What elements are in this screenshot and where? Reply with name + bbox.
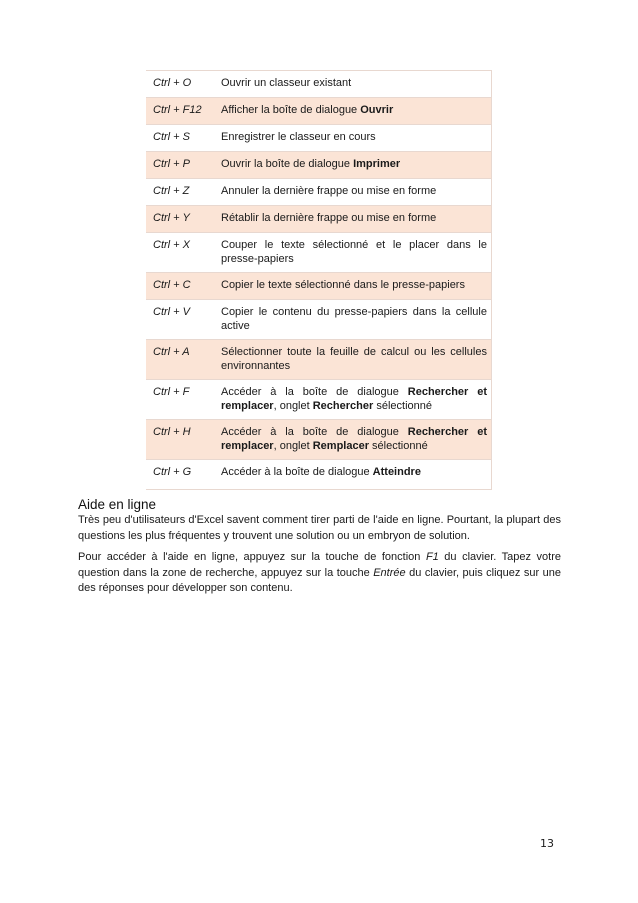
text-run: Ouvrir un classeur existant: [221, 77, 352, 89]
shortcut-row: [146, 380, 492, 420]
shortcut-description: [216, 179, 492, 206]
text-run: Annuler la dernière frappe ou mise en forme: [221, 185, 437, 197]
shortcut-key: Ctrl + F12: [146, 98, 216, 125]
shortcut-description: [216, 152, 492, 179]
text-run: Accéder à la boîte de dialogue: [221, 426, 408, 438]
shortcut-row: [146, 206, 492, 233]
emphasis-text: Rechercher et remplacer: [221, 426, 488, 452]
shortcut-key: Ctrl + Y: [146, 206, 216, 233]
text-run: Afficher la boîte de dialogue: [221, 104, 361, 116]
shortcut-description: [216, 380, 492, 420]
shortcut-description: [216, 71, 492, 98]
shortcut-description: [216, 98, 492, 125]
shortcut-row: [146, 98, 492, 125]
emphasis-text: Ouvrir: [360, 104, 394, 116]
shortcut-description: [216, 273, 492, 300]
shortcut-key: Ctrl + X: [146, 233, 216, 273]
text-run: sélectionné: [373, 400, 432, 412]
text-run: Rétablir la dernière frappe ou mise en forme: [221, 212, 437, 224]
shortcut-description: [216, 233, 492, 273]
shortcut-key: Ctrl + H: [146, 420, 216, 460]
shortcut-row: [146, 179, 492, 206]
text-run: Accéder à la boîte de dialogue: [221, 386, 408, 398]
shortcut-key: Ctrl + V: [146, 300, 216, 340]
shortcut-key: Ctrl + P: [146, 152, 216, 179]
emphasis-text: Imprimer: [353, 158, 401, 170]
shortcut-description: [216, 125, 492, 152]
emphasis-text: Rechercher: [312, 400, 374, 412]
text-run: sélectionné: [369, 440, 428, 452]
shortcut-row: [146, 273, 492, 300]
paragraph-intro: Très peu d'utilisateurs d'Excel savent comment tirer parti de l'aide en ligne. Pourtant, la plupart des questions les plus fréquentes y trouvent une solution ou un embryon de solution.: [78, 514, 561, 542]
shortcut-row: [146, 152, 492, 179]
text-run: Copier le texte sélectionné dans le presse-papiers: [221, 279, 465, 291]
shortcut-description: [216, 300, 492, 340]
shortcut-row: [146, 420, 492, 460]
shortcut-row: [146, 71, 492, 98]
section-title: Aide en ligne: [78, 497, 157, 512]
shortcut-key: Ctrl + A: [146, 340, 216, 380]
shortcut-row: [146, 233, 492, 273]
page-number: 13: [540, 837, 554, 850]
shortcut-key: Ctrl + G: [146, 460, 216, 490]
shortcut-table: [146, 70, 492, 490]
text-run: Copier le contenu du presse-papiers dans la cellule active: [221, 306, 487, 332]
text-run: Pour accéder à l'aide en ligne, appuyez sur la touche de fonction: [78, 551, 426, 563]
text-run: Enregistrer le classeur en cours: [221, 131, 376, 143]
shortcut-description: [216, 340, 492, 380]
shortcut-row: [146, 340, 492, 380]
emphasis-text: Remplacer: [312, 440, 369, 452]
text-run: Ouvrir la boîte de dialogue: [221, 158, 354, 170]
shortcut-row: [146, 125, 492, 152]
shortcut-description: [216, 420, 492, 460]
shortcut-key: Ctrl + Z: [146, 179, 216, 206]
text-run: du clavier. Tapez votre question dans la zone de recherche, appuyez sur la touche: [78, 551, 561, 579]
shortcut-key: Ctrl + F: [146, 380, 216, 420]
shortcut-key: Ctrl + S: [146, 125, 216, 152]
shortcut-description: [216, 206, 492, 233]
text-run: Sélectionner toute la feuille de calcul ou les cellules environnantes: [221, 346, 487, 372]
emphasis-text: Atteindre: [372, 466, 421, 478]
shortcut-key: Ctrl + C: [146, 273, 216, 300]
italic-text: Entrée: [373, 566, 406, 579]
emphasis-text: Rechercher et remplacer: [221, 386, 488, 412]
text-run: du clavier, puis cliquez sur une des réponses pour développer son contenu.: [78, 566, 561, 594]
shortcut-row: [146, 460, 492, 490]
italic-text: F1: [425, 551, 439, 563]
text-run: , onglet: [273, 440, 313, 452]
text-run: Couper le texte sélectionné et le placer dans le presse-papiers: [221, 239, 487, 265]
paragraph-instructions: [78, 550, 561, 597]
shortcut-row: [146, 300, 492, 340]
text-run: Accéder à la boîte de dialogue: [221, 466, 373, 478]
shortcut-key: Ctrl + O: [146, 71, 216, 98]
text-run: , onglet: [273, 400, 313, 412]
shortcut-description: [216, 460, 492, 490]
